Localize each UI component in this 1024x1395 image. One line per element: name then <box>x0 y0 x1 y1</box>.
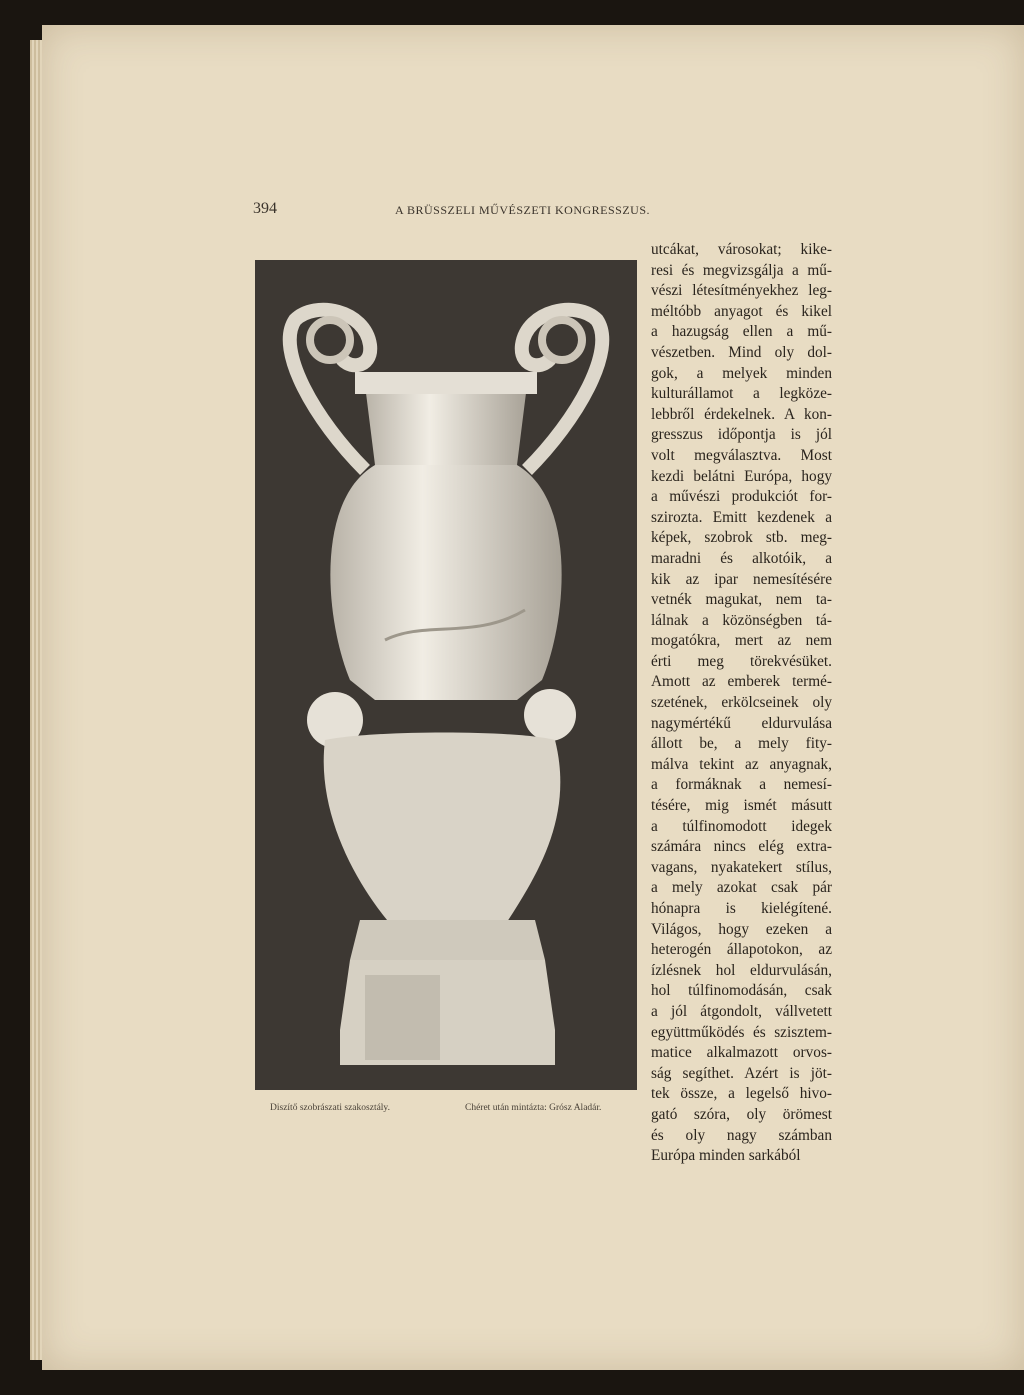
body-text-line: gresszus időpontja is jól <box>651 426 832 444</box>
figure-caption-right: Chéret után mintázta: Grósz Aladár. <box>465 1103 602 1113</box>
body-text-line: gató szóra, oly örömest <box>651 1105 832 1123</box>
body-text-line: kulturállamot a legköze- <box>651 385 832 403</box>
body-text-line: gok, a melyek minden <box>651 364 832 382</box>
body-text-line: kezdi belátni Európa, hogy <box>651 467 832 485</box>
body-text-line: a művészi produkciót for- <box>651 488 832 506</box>
body-text-line: tek össze, a legelső hivo- <box>651 1085 832 1103</box>
body-text-line: szirozta. Emitt kezdenek a <box>651 508 832 526</box>
figure-caption-left: Diszítő szobrászati szakosztály. <box>270 1103 390 1113</box>
page-number: 394 <box>253 200 277 217</box>
body-text-line: lálnak a közönségben tá- <box>651 611 832 629</box>
body-text-line: érti meg törekvésüket. <box>651 652 832 670</box>
body-text-line: matice alkalmazott orvos- <box>651 1044 832 1062</box>
body-text-line: állott be, a mely fity- <box>651 735 832 753</box>
body-text-line: volt megválasztva. Most <box>651 446 832 464</box>
body-text-line: vészetben. Mind oly dol- <box>651 343 832 361</box>
body-text-column <box>651 240 832 1167</box>
body-text-line: vagans, nyakatekert stílus, <box>651 858 832 876</box>
body-text-line: tésére, mig ismét másutt <box>651 797 832 815</box>
body-text-line: maradni és alkotóik, a <box>651 549 832 567</box>
body-text-line: utcákat, városokat; kike- <box>651 241 832 258</box>
body-text-line: Európa minden sarkából <box>651 1147 801 1165</box>
body-text-line: vetnék magukat, nem ta- <box>651 591 832 609</box>
body-text-line: Amott az emberek termé- <box>651 673 832 691</box>
body-text-line: nagymértékű eldurvulása <box>651 714 832 732</box>
body-text-line: kik az ipar nemesítésére <box>651 570 832 588</box>
body-text-line: hónapra is kielégítené. <box>651 900 832 917</box>
vase-sculpture-image <box>255 260 637 1090</box>
running-head: A BRÜSSZELI MŰVÉSZETI KONGRESSZUS. <box>395 203 651 217</box>
body-text-line: a jól átgondolt, vállvetett <box>651 1002 832 1020</box>
page-header <box>0 200 1024 220</box>
body-text-line: szetének, erkölcseinek oly <box>651 694 832 712</box>
body-text-line: méltóbb anyagot és kikel <box>651 302 832 320</box>
body-text-line: és oly nagy számban <box>651 1126 832 1144</box>
body-text-line: a hazugság ellen a mű- <box>651 323 832 341</box>
vase-illustration <box>255 260 637 1090</box>
body-text-line: számára nincs elég extra- <box>651 838 832 856</box>
body-text-line: képek, szobrok stb. meg- <box>651 529 832 547</box>
body-text-line: a mely azokat csak pár <box>651 879 832 897</box>
body-text-line: hol túlfinomodásán, csak <box>651 982 832 1000</box>
body-text-line: vészi létesítményekhez leg- <box>651 282 832 300</box>
body-text-line: ság segíthet. Azért is jöt- <box>651 1064 832 1082</box>
body-text-line: málva tekint az anyagnak, <box>651 755 832 773</box>
body-text-line: mogatókra, mert az nem <box>651 632 832 650</box>
body-text-line: ízlésnek hol eldurvulásán, <box>651 961 832 979</box>
body-text-line: a túlfinomodott idegek <box>651 817 832 835</box>
body-text-line: heterogén állapotokon, az <box>651 941 832 959</box>
body-text-line: a formáknak a nemesí- <box>651 776 832 794</box>
body-text-line: együttműködés és szisztem- <box>651 1023 832 1041</box>
body-text-line: resi és megvizsgálja a mű- <box>651 261 832 279</box>
body-text-line: Világos, hogy ezeken a <box>651 920 832 938</box>
body-text-line: lebbről érdekelnek. A kon- <box>651 405 832 423</box>
